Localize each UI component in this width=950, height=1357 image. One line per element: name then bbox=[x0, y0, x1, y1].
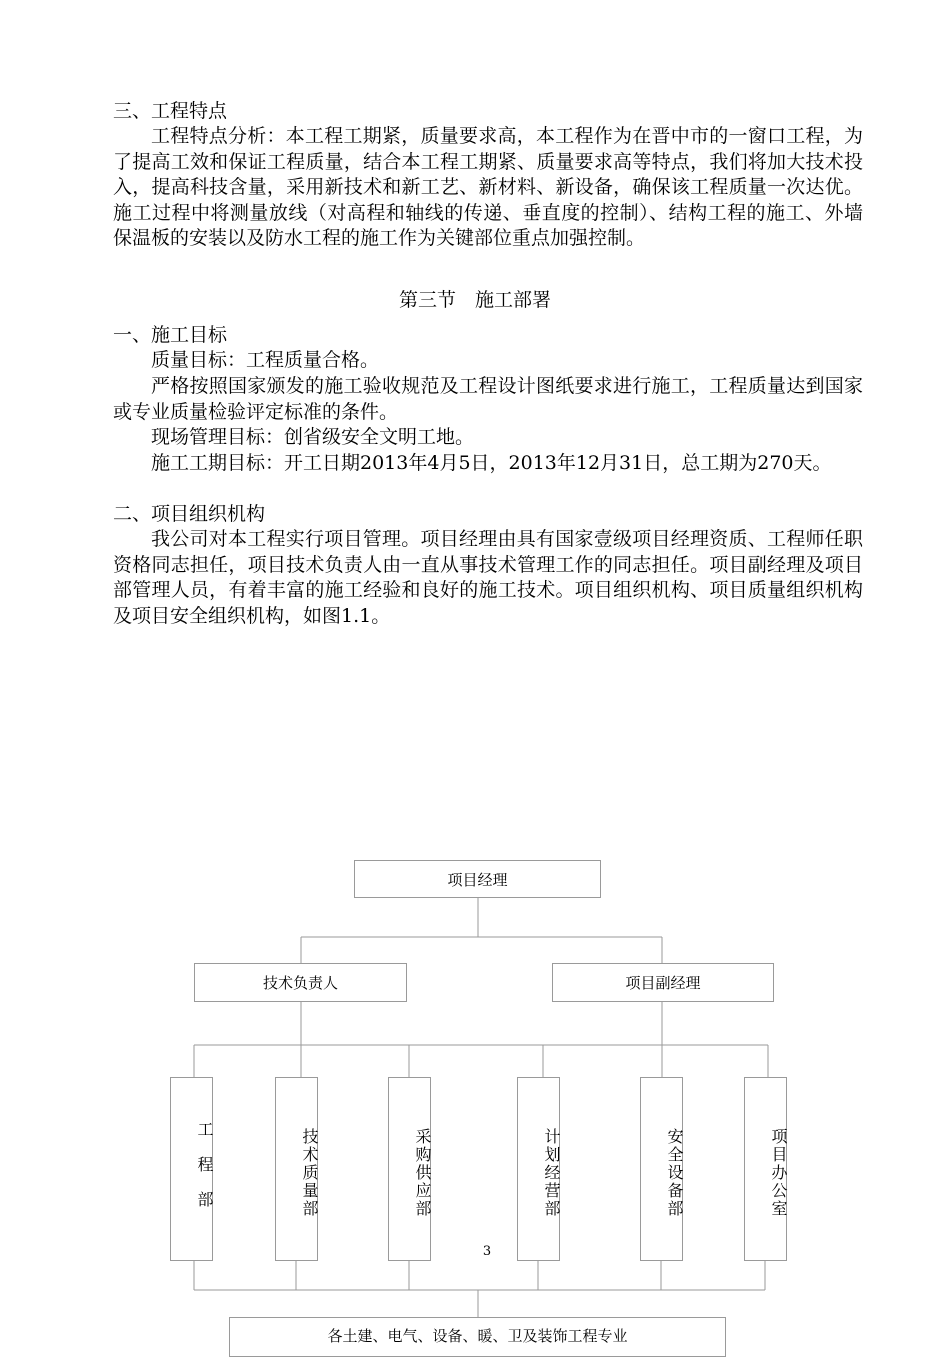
quality-goal: 质量目标：工程质量合格。 bbox=[151, 349, 380, 371]
quality-standard-paragraph: 严格按照国家颁发的施工验收规范及工程设计图纸要求进行施工，工程质量达到国家或专业质量检验评定标准的条件。 bbox=[113, 375, 863, 423]
node-deputy-manager: 项目副经理 bbox=[552, 963, 774, 1002]
schedule-goal: 施工工期目标：开工日期2013年4月5日，2013年12月31日，总工期为270天。 bbox=[151, 452, 832, 474]
section-heading-features: 三、工程特点 bbox=[113, 100, 228, 122]
node-tech-quality-dept: 技术质量部 bbox=[275, 1077, 318, 1261]
node-project-manager: 项目经理 bbox=[354, 860, 601, 898]
site-management-goal: 现场管理目标：创省级安全文明工地。 bbox=[151, 426, 475, 448]
organization-paragraph: 我公司对本工程实行项目管理。项目经理由具有国家壹级项目经理资质、工程师任职资格同志担任，项目技术负责人由一直从事技术管理工作的同志担任。项目副经理及项目部管理人员，有着丰富的施工经验和良好的施工技术。项目组织机构、项目质量组织机构及项目安全组织机构，如图1.1。 bbox=[113, 528, 863, 627]
node-procurement-dept: 采购供应部 bbox=[388, 1077, 431, 1261]
chapter-title: 第三节 施工部署 bbox=[398, 289, 551, 311]
node-specialty-teams: 各土建、电气、设备、暖、卫及装饰工程专业 bbox=[229, 1317, 726, 1357]
features-paragraph: 工程特点分析：本工程工期紧，质量要求高，本工程作为在晋中市的一窗口工程，为了提高工效和保证工程质量，结合本工程工期紧、质量要求高等特点，我们将加大技术投入，提高科技含量，采用新技术和新工艺、新材料、新设备，确保该工程质量一次达优。施工过程中将测量放线（对高程和轴线的传递、垂直度的控制）、结构工程的施工、外墙保温板的安装以及防水工程的施工作为关键部位重点加强控制。 bbox=[113, 125, 863, 249]
page-number: 3 bbox=[482, 1244, 492, 1259]
node-technical-lead: 技术负责人 bbox=[194, 963, 407, 1002]
node-safety-dept: 安全设备部 bbox=[640, 1077, 683, 1261]
node-project-office: 项目办公室 bbox=[744, 1077, 787, 1261]
node-engineering-dept: 工程部 bbox=[170, 1077, 213, 1261]
node-planning-dept: 计划经营部 bbox=[517, 1077, 560, 1261]
section-heading-goals: 一、施工目标 bbox=[113, 324, 228, 346]
section-heading-organization: 二、项目组织机构 bbox=[113, 503, 266, 525]
